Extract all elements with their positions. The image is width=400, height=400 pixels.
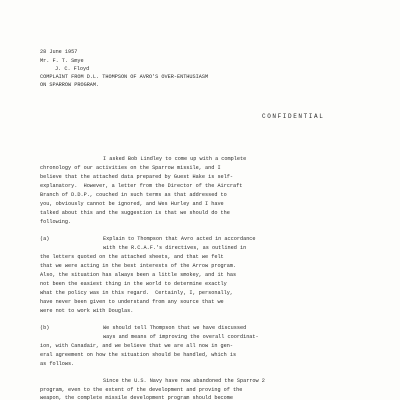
paragraph-line: talked about this and the suggestion is that we should do the [40, 210, 230, 216]
memo-recipient: Mr. F. T. Smye [40, 58, 84, 64]
list-item-line: ways and means of improving the overall coordinat- [103, 334, 259, 340]
paragraph-line: you, obviously cannot be ignored, and Wes Hurley and I have [40, 201, 224, 207]
paragraph-line: chronology of our activities on the Sparrow missile, and I [40, 165, 221, 171]
memo-date: 28 June 1957 [40, 49, 78, 55]
list-item-line: with the R.C.A.F.'s directives, as outlined in [103, 245, 247, 251]
list-item-line: the letters quoted on the attached sheets, and that we felt [40, 254, 224, 260]
list-item-line: eral agreement on how the situation should be handled, which is [40, 352, 237, 358]
paragraph-line: weapon, the complete missile development program should become [40, 395, 234, 400]
paragraph-line: believe that the attached data prepared by Guest Hake is self- [40, 174, 234, 180]
memo-subject: COMPLAINT FROM D.L. THOMPSON OF AVRO'S OVER-ENTHUSIASM [40, 74, 209, 80]
list-item-line: as follows. [40, 361, 75, 367]
list-item-line: not been the easiest thing in the world to determine exactly [40, 281, 227, 287]
list-item-line: We should tell Thompson that we have discussed [103, 325, 247, 331]
list-item-line: were not to work with Douglas. [40, 308, 134, 314]
list-item-line: Also, the situation has always been a little smokey, and it has [40, 272, 237, 278]
paragraph-line: Since the U.S. Navy have now abandoned the Sparrow 2 [103, 378, 265, 384]
list-item-label: (b) [40, 325, 50, 331]
paragraph-line: I asked Bob Lindley to come up with a complete [103, 156, 247, 162]
paragraph-line: program, even to the extent of the development and proving of the [40, 387, 243, 393]
list-item-line: Explain to Thompson that Avro acted in accordance [103, 236, 256, 242]
paragraph-line: explanatory. However, a letter from the Director of the Aircraft [40, 183, 243, 189]
list-item-line: that we were acting in the best interests of the Arrow program. [40, 263, 237, 269]
list-item-label: (a) [40, 236, 50, 242]
list-item-line: have never been given to understand from any source that we [40, 299, 224, 305]
paragraph-line: following. [40, 219, 72, 225]
classification-label: CONFIDENTIAL [262, 113, 325, 120]
list-item-line: ion, with Canadair, and we believe that we are all now in gen- [40, 343, 234, 349]
memo-subject: ON SPARROW PROGRAM. [40, 82, 100, 88]
memo-recipient: J. C. Floyd [55, 66, 90, 72]
paragraph-line: Branch of D.D.P., couched in such terms as that addressed to [40, 192, 227, 198]
list-item-line: what the policy was in this regard. Certainly, I, personally, [40, 290, 234, 296]
